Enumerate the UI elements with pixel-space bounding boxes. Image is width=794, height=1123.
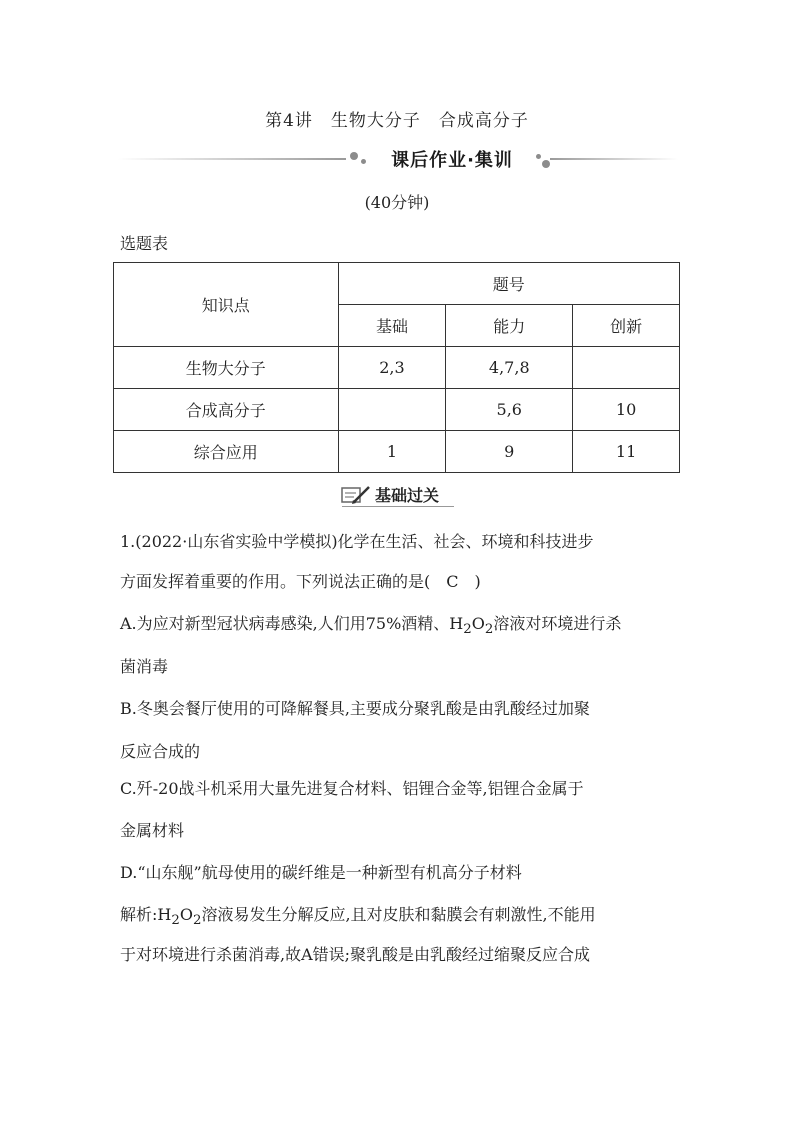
option-d: D.“山东舰”航母使用的碳纤维是一种新型有机高分子材料 xyxy=(120,863,522,882)
banner-dot xyxy=(350,152,358,160)
row-innovation: 10 xyxy=(573,389,680,431)
table-header-row xyxy=(114,263,680,305)
header-question-no: 题号 xyxy=(338,263,679,305)
question-line: 反应合成的 xyxy=(120,742,201,761)
section-underline xyxy=(342,506,454,507)
question-selection-table xyxy=(113,262,680,473)
row-ability: 4,7,8 xyxy=(446,347,573,389)
section-banner xyxy=(118,146,678,174)
banner-line-left xyxy=(118,158,346,160)
subscript: 2 xyxy=(484,622,494,638)
row-basic xyxy=(338,389,446,431)
row-innovation xyxy=(573,347,680,389)
header-innovation: 创新 xyxy=(573,305,680,347)
header-basic: 基础 xyxy=(338,305,446,347)
subscript: 2 xyxy=(192,913,202,929)
row-topic: 合成高分子 xyxy=(114,389,339,431)
table-row xyxy=(114,431,680,473)
header-knowledge: 知识点 xyxy=(114,263,339,347)
row-ability: 5,6 xyxy=(446,389,573,431)
question-line: 菌消毒 xyxy=(120,657,169,676)
row-topic: 生物大分子 xyxy=(114,347,339,389)
row-topic: 综合应用 xyxy=(114,431,339,473)
page-title: 第4讲 生物大分子 合成高分子 xyxy=(265,111,529,131)
option-a-text: 溶液对环境进行杀 xyxy=(493,614,622,633)
row-basic: 1 xyxy=(338,431,446,473)
banner-title: 课后作业·集训 xyxy=(391,150,513,171)
analysis-line xyxy=(120,902,596,928)
table-caption: 选题表 xyxy=(120,234,169,253)
subscript: 2 xyxy=(463,622,472,638)
section-title: 基础过关 xyxy=(375,486,440,505)
question-line: 1.(2022·山东省实验中学模拟)化学在生活、社会、环境和科技进步 xyxy=(120,532,594,551)
analysis-line: 于对环境进行杀菌消毒,故A错误;聚乳酸是由乳酸经过缩聚反应合成 xyxy=(120,945,591,964)
analysis-text: 溶液易发生分解反应,且对皮肤和黏膜会有刺激性,不能用 xyxy=(201,905,596,924)
row-ability: 9 xyxy=(446,431,573,473)
table-row xyxy=(114,347,680,389)
question-line: 方面发挥着重要的作用。下列说法正确的是( C ) xyxy=(120,572,481,591)
option-a xyxy=(120,611,621,637)
row-innovation: 11 xyxy=(573,431,680,473)
banner-line-right xyxy=(550,158,678,160)
option-c: C.歼-20战斗机采用大量先进复合材料、铝锂合金等,铝锂合金属于 xyxy=(120,779,584,798)
banner-dot xyxy=(542,160,550,168)
pencil-notebook-icon xyxy=(340,484,372,506)
analysis-text: 解析:H xyxy=(120,905,172,924)
header-ability: 能力 xyxy=(446,305,573,347)
table-row xyxy=(114,389,680,431)
banner-dot xyxy=(536,154,541,159)
subscript: 2 xyxy=(171,913,180,929)
option-a-text: O xyxy=(471,614,485,633)
question-line: 金属材料 xyxy=(120,821,185,840)
row-basic: 2,3 xyxy=(338,347,446,389)
option-b: B.冬奥会餐厅使用的可降解餐具,主要成分聚乳酸是由乳酸经过加聚 xyxy=(120,699,590,718)
analysis-text: O xyxy=(179,905,193,924)
option-a-text: A.为应对新型冠状病毒感染,人们用75%酒精、H xyxy=(120,614,464,633)
banner-dot xyxy=(361,159,366,164)
duration-label: (40分钟) xyxy=(364,193,430,212)
